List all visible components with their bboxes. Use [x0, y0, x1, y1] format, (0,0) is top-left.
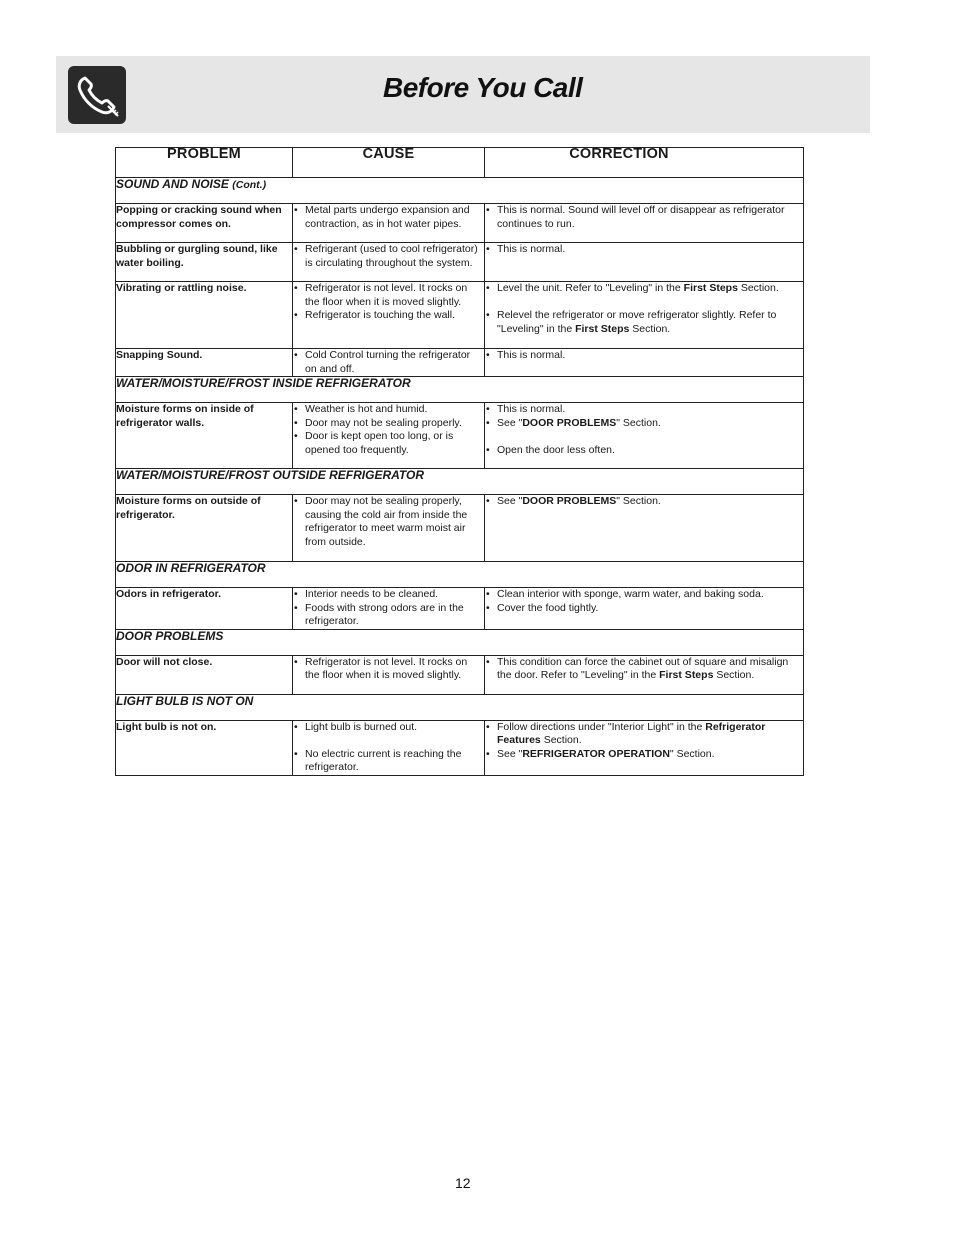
cause-cell: • Door may not be sealing properly, causing the cold air from inside the refrigerator to meet warm moist air from outside. — [293, 495, 485, 562]
table-row — [116, 495, 804, 562]
problem-cell: Bubbling or gurgling sound, like water boiling. — [116, 243, 293, 282]
section-row — [116, 694, 804, 720]
section-door-problems: DOOR PROBLEMS — [116, 629, 804, 655]
cause-cell: • Interior needs to be cleaned. • Foods with strong odors are in the refrigerator. — [293, 588, 485, 630]
section-moisture-inside: WATER/MOISTURE/FROST INSIDE REFRIGERATOR — [116, 377, 804, 403]
section-odor: ODOR IN REFRIGERATOR — [116, 562, 804, 588]
problem-cell: Light bulb is not on. — [116, 720, 293, 775]
section-row — [116, 469, 804, 495]
problem-cell: Popping or cracking sound when compressor comes on. — [116, 204, 293, 243]
table-row — [116, 720, 804, 775]
table-row — [116, 403, 804, 469]
problem-cell: Vibrating or rattling noise. — [116, 282, 293, 349]
correction-cell: • This is normal. Sound will level off or disappear as refrigerator continues to run. — [485, 204, 804, 243]
correction-cell: • This condition can force the cabinet out of square and misalign the door. Refer to "Leveling" in the First Steps Section. — [485, 655, 804, 694]
table-row — [116, 243, 804, 282]
correction-cell: • This is normal. • See "DOOR PROBLEMS" Section. • Open the door less often. — [485, 403, 804, 469]
correction-cell: • This is normal. — [485, 349, 804, 377]
page-number: 12 — [455, 1175, 471, 1191]
table-header-row — [116, 148, 804, 178]
section-light-bulb: LIGHT BULB IS NOT ON — [116, 694, 804, 720]
cause-cell: • Metal parts undergo expansion and contraction, as in hot water pipes. — [293, 204, 485, 243]
problem-cell: Odors in refrigerator. — [116, 588, 293, 630]
problem-cell: Door will not close. — [116, 655, 293, 694]
section-sound-and-noise: SOUND AND NOISE (Cont.) — [116, 178, 804, 204]
table-row — [116, 282, 804, 349]
correction-cell: • This is normal. — [485, 243, 804, 282]
cause-cell: • Refrigerant (used to cool refrigerator) is circulating throughout the system. — [293, 243, 485, 282]
troubleshooting-table — [115, 147, 804, 776]
problem-cell: Snapping Sound. — [116, 349, 293, 377]
table-row — [116, 349, 804, 377]
correction-cell: • Clean interior with sponge, warm water, and baking soda. • Cover the food tightly. — [485, 588, 804, 630]
phone-icon — [68, 66, 126, 124]
section-row — [116, 629, 804, 655]
table-row — [116, 204, 804, 243]
section-row — [116, 178, 804, 204]
correction-cell: • Follow directions under "Interior Light" in the Refrigerator Features Section. • See "REFRIGERATOR OPERATION" Section. — [485, 720, 804, 775]
column-header-problem: PROBLEM — [116, 148, 293, 178]
section-moisture-outside: WATER/MOISTURE/FROST OUTSIDE REFRIGERATOR — [116, 469, 804, 495]
cause-cell: • Refrigerator is not level. It rocks on the floor when it is moved slightly. • Refrigerator is touching the wall. — [293, 282, 485, 349]
correction-cell: • Level the unit. Refer to "Leveling" in the First Steps Section. • Relevel the refrigerator or move refrigerator slightly. Refer to "Leveling" in the First Steps Section. — [485, 282, 804, 349]
section-row — [116, 562, 804, 588]
cause-cell: • Weather is hot and humid. • Door may not be sealing properly. • Door is kept open too long, or is opened too frequently. — [293, 403, 485, 469]
cause-cell: • Refrigerator is not level. It rocks on the floor when it is moved slightly. — [293, 655, 485, 694]
table-row — [116, 655, 804, 694]
cause-cell: • Light bulb is burned out. • No electric current is reaching the refrigerator. — [293, 720, 485, 775]
section-row — [116, 377, 804, 403]
problem-cell: Moisture forms on outside of refrigerator. — [116, 495, 293, 562]
column-header-cause: CAUSE — [293, 148, 485, 178]
correction-cell: • See "DOOR PROBLEMS" Section. — [485, 495, 804, 562]
table-row — [116, 588, 804, 630]
column-header-correction: CORRECTION — [485, 148, 804, 178]
page-title: Before You Call — [383, 72, 583, 103]
cause-cell: • Cold Control turning the refrigerator on and off. — [293, 349, 485, 377]
problem-cell: Moisture forms on inside of refrigerator walls. — [116, 403, 293, 469]
